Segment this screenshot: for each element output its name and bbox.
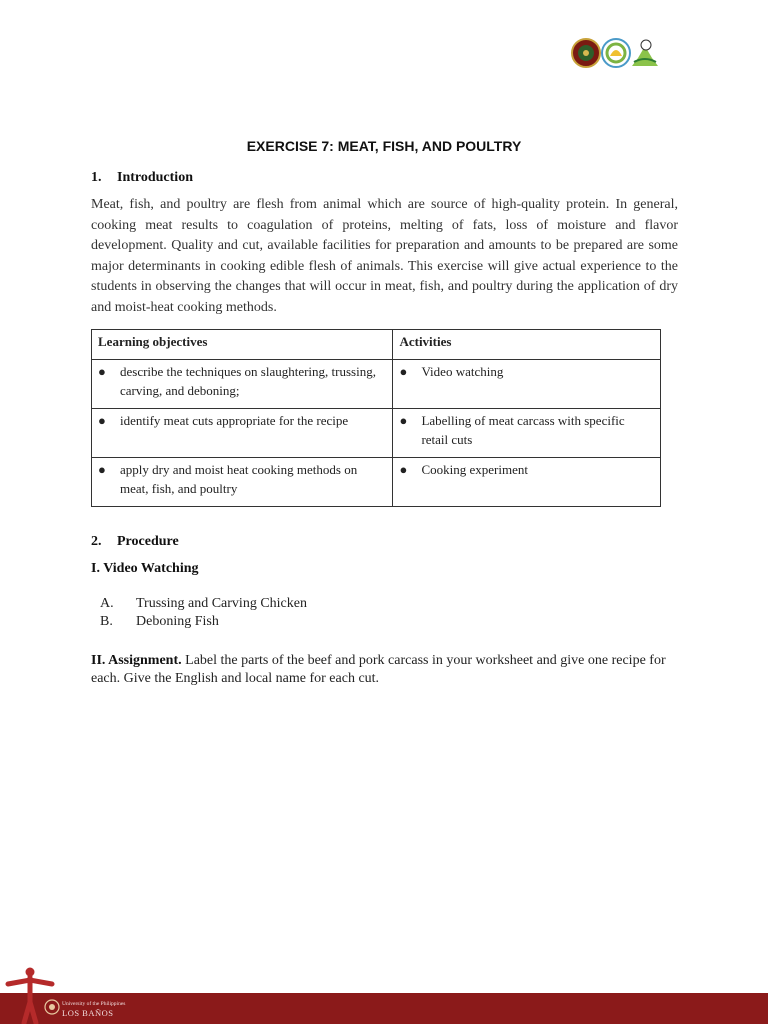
bullet-icon: ● [98,413,106,428]
table-row [92,360,661,409]
item-text: Trussing and Carving Chicken [136,596,307,611]
section-title: Introduction [117,170,193,185]
activity-text: Labelling of meat carcass with specific retail cuts [421,413,625,447]
item-text: Deboning Fish [136,614,219,629]
header-activities: Activities [393,330,661,360]
section-number: 2. [91,534,102,549]
table-row [92,409,661,458]
bullet-icon: ● [399,462,408,477]
item-letter: B. [100,614,113,629]
objective-cell [92,409,393,458]
activity-text: Video watching [421,364,504,379]
list-item [100,595,307,613]
objective-text: apply dry and moist heat cooking methods on meat, fish, and poultry [120,462,358,496]
header-learning-objectives: Learning objectives [92,330,393,360]
page-title: EXERCISE 7: MEAT, FISH, AND POULTRY [246,138,522,154]
introduction-paragraph: Meat, fish, and poultry are flesh from animal which are source of high-quality protein. In general, cooking meat results to coagulation of proteins, melting of fats, loss of moisture and flavor development. Quality and cut, available facilities for preparation and amounts to be prepared are some major determinants in cooking edible flesh of animals. This exercise will give actual experience to the students in observing the changes that will occur in meat, fish, and poultry during the application of dry and moist-heat cooking methods. [91,197,678,315]
header-logos [570,36,660,70]
bullet-icon: ● [98,462,106,477]
assignment-label: II. Assignment. [91,653,182,668]
objective-cell [92,360,393,409]
activity-cell [393,409,661,458]
item-letter: A. [100,596,114,611]
objective-text: identify meat cuts appropriate for the recipe [120,413,349,428]
video-list [100,595,307,631]
objectives-table [91,329,661,507]
video-watching-heading: I. Video Watching [91,561,199,576]
procedure-heading [91,534,179,550]
institute-logo-icon [632,40,658,66]
bullet-icon: ● [98,364,106,379]
footer-university-line: University of the Philippines [62,1001,126,1007]
list-item [100,613,307,631]
section-number: 1. [91,170,102,185]
up-seal-icon [572,39,600,67]
table-row [92,458,661,507]
section-title: Procedure [117,534,179,549]
activity-cell [393,360,661,409]
bullet-icon: ● [399,413,408,428]
objective-cell [92,458,393,507]
up-seal-icon [44,998,60,1021]
activity-text: Cooking experiment [421,462,528,477]
college-logo-icon [602,39,630,67]
introduction-heading [91,170,193,186]
assignment-text: Label the parts of the beef and pork carcass in your worksheet and give one recipe for each. Give the English and local name for each cut. [91,653,666,686]
table-header-row [92,330,661,360]
footer-university-name [62,1000,125,1018]
activity-cell [393,458,661,507]
objective-text: describe the techniques on slaughtering, trussing, carving, and deboning; [120,364,376,398]
bullet-icon: ● [399,364,408,379]
assignment-paragraph [91,652,681,688]
footer-campus: LOS BAÑOS [62,1008,114,1018]
